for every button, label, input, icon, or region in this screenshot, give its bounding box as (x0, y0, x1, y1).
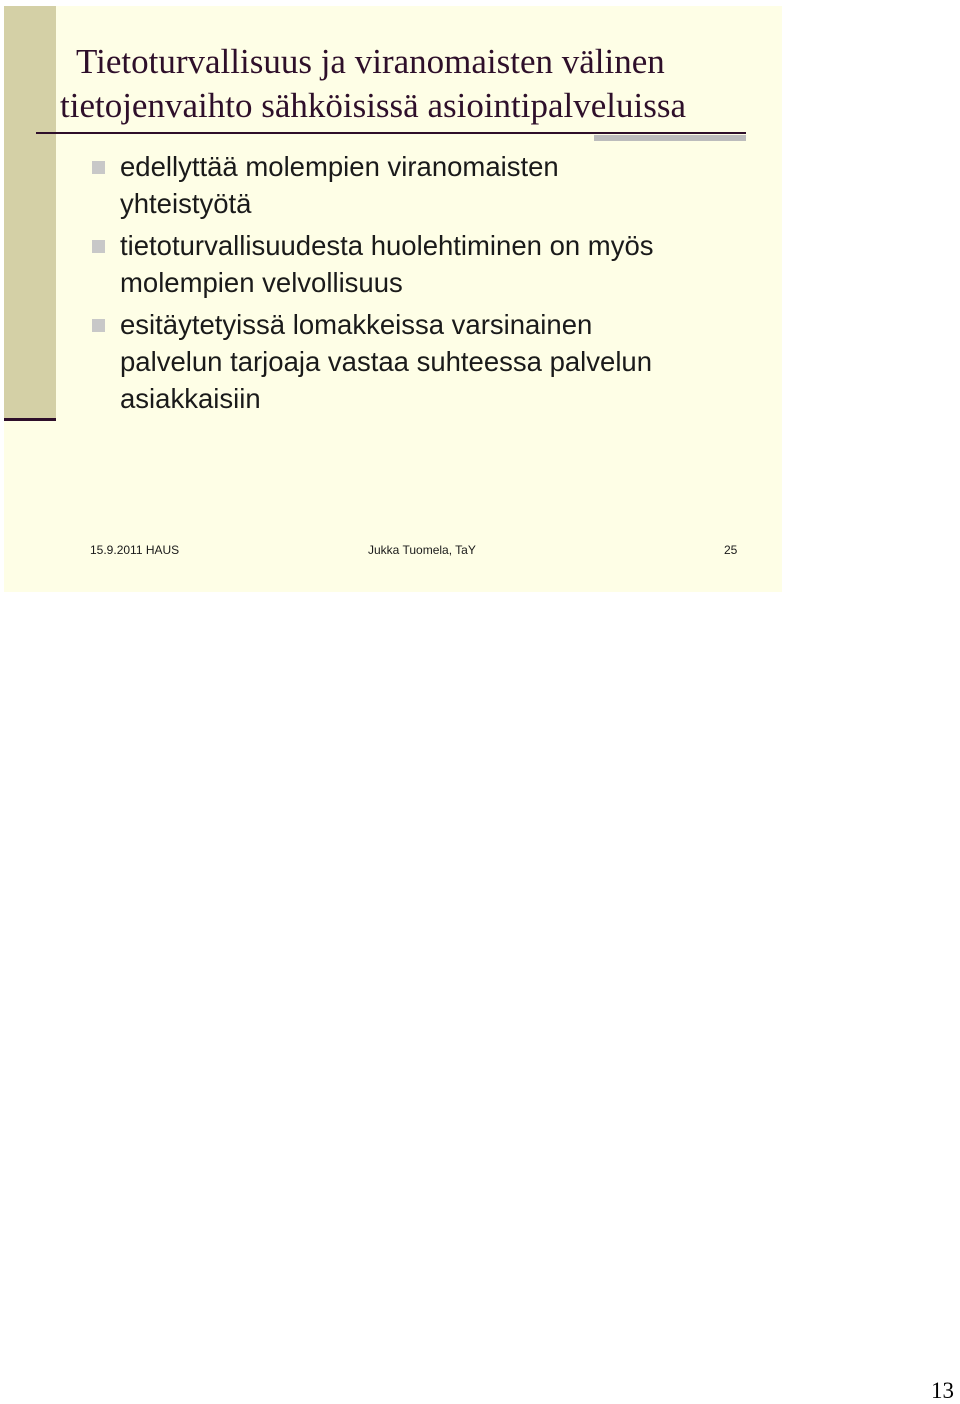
bullet-text-line: esitäytetyissä lomakkeissa varsinainen (120, 309, 593, 340)
bullet-text-line: edellyttää molempien viranomaisten (120, 151, 559, 182)
page-number: 13 (931, 1378, 954, 1403)
bullet-text-line: molempien velvollisuus (120, 267, 403, 298)
square-bullet-icon (92, 319, 105, 332)
footer-date-org: 15.9.2011 HAUS (90, 543, 180, 557)
bullet-item (90, 306, 750, 417)
bullet-text-line: asiakkaisiin (120, 383, 261, 414)
side-accent-bar (4, 6, 56, 418)
title-divider-shadow (594, 135, 746, 141)
bullet-text-line: palvelun tarjoaja vastaa suhteessa palvelun (120, 346, 653, 377)
footer-author: Jukka Tuomela, TaY (368, 543, 476, 557)
slide-title-line: Tietoturvallisuus ja viranomaisten välinen (76, 42, 665, 81)
bullet-text-line: tietoturvallisuudesta huolehtiminen on myös (120, 230, 654, 261)
slide (4, 6, 782, 592)
bullet-text-line: yhteistyötä (120, 188, 252, 219)
side-accent-underline (4, 418, 56, 421)
slide-title-line: tietojenvaihto sähköisissä asiointipalveluissa (60, 86, 687, 125)
square-bullet-icon (92, 161, 105, 174)
bullet-item (90, 148, 750, 222)
title-divider (36, 132, 746, 134)
bullet-list (90, 148, 750, 422)
square-bullet-icon (92, 240, 105, 253)
footer-slide-number: 25 (724, 543, 738, 557)
slide-title (60, 40, 778, 128)
bullet-item (90, 227, 750, 301)
